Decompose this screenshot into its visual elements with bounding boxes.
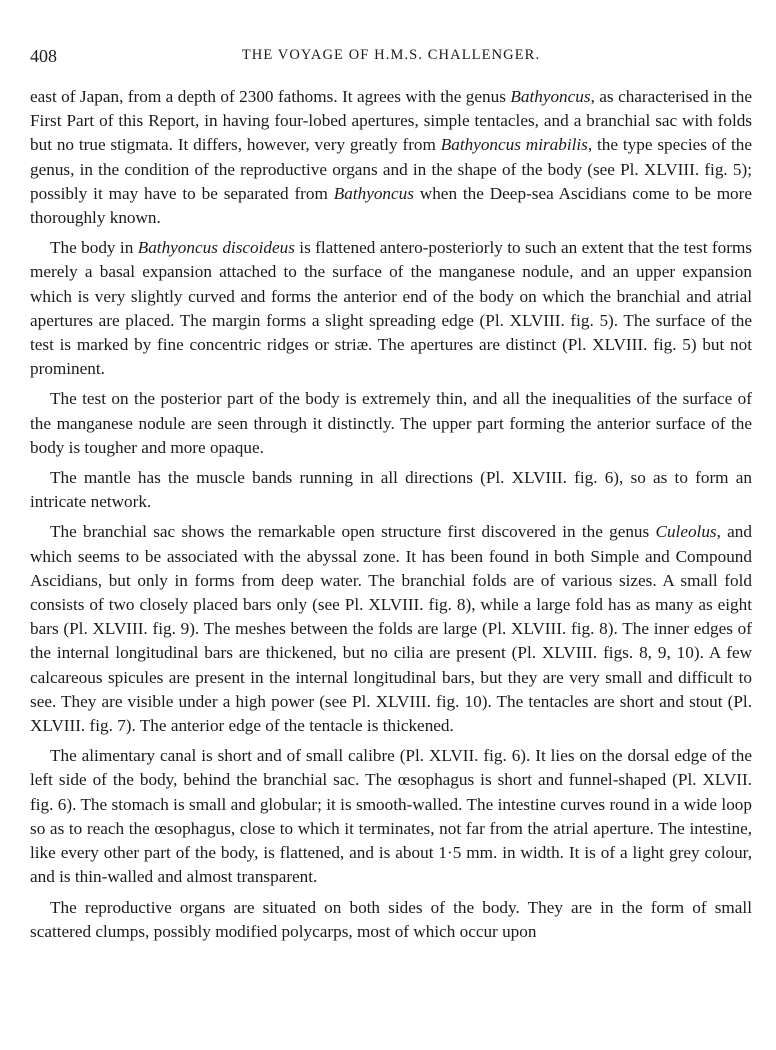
text-run: , as characterised in the First Part of this Report, in having four-lobed apertures, simple tentacles, and a branchial sac with folds but no true stigmata. It differs, however, very greatly from: [30, 87, 752, 155]
running-title: THE VOYAGE OF H.M.S. CHALLENGER.: [241, 47, 541, 63]
genus-name: Culeolus: [655, 522, 717, 542]
genus-name: Bathyoncus: [333, 183, 414, 203]
text-run: , and which seems to be associated with the abyssal zone. It has been found in both Simple and Compound Ascidians, but only in forms from deep water. The branchial folds are of various sizes. A small fold consists of two closely placed bars only (see Pl. XLVIII. fig. 8), while a large fold has as many as eight bars (Pl. XLVIII. fig. 9). The meshes between the folds are large (Pl. XLVIII. fig. 8). The inner edges of the internal longitudinal bars are thickened, but no cilia are present (Pl. XLVIII. figs. 8, 9, 10). A few calcareous spicules are present in the internal longitudinal bars, but they are very small and difficult to see. They are visible under a high power (see Pl. XLVIII. fig. 10). The tentacles are short and stout (Pl. XLVIII. fig. 7). The anterior edge of the tentacle is thickened.: [30, 522, 752, 736]
text-run: east of Japan, from a depth of 2300 fathoms. It agrees with the genus: [30, 87, 511, 106]
text-run: The test on the posterior part of the body is extremely thin, and all the inequalities of the surface of the manganese nodule are seen through it distinctly. The upper part forming the anterior surface of the body is tougher and more opaque.: [30, 389, 752, 457]
text-run: The mantle has the muscle bands running in all directions (Pl. XLVIII. fig. 6), so as to form an intricate network.: [30, 468, 752, 512]
paragraph-alimentary-canal: [30, 744, 752, 889]
page-header: [30, 46, 752, 72]
text-run: is flattened antero-posteriorly to such an extent that the test forms merely a basal expansion attached to the surface of the manganese nodule, and an upper expansion which is very slightly curved and forms the anterior end of the body on which the branchial and atrial apertures are placed. The margin forms a slight spreading edge (Pl. XLVIII. fig. 5). The surface of the test is marked by fine concentric ridges or striæ. The apertures are distinct (Pl. XLVIII. fig. 5) but not prominent.: [30, 238, 752, 379]
species-name: Bathyoncus discoideus: [137, 238, 295, 258]
species-name: Bathyoncus mirabilis: [440, 135, 588, 155]
text-run: The alimentary canal is short and of small calibre (Pl. XLVII. fig. 6). It lies on the dorsal edge of the left side of the body, behind the branchial sac. The œsophagus is short and funnel-shaped (Pl. XLVII. fig. 6). The stomach is small and globular; it is smooth-walled. The intestine curves round in a wide loop so as to reach the œsophagus, close to which it terminates, not far from the atrial aperture. The intestine, like every other part of the body, is flattened, and is about 1·5 mm. in width. It is of a light grey colour, and is thin-walled and almost transparent.: [30, 746, 752, 887]
paragraph-genus-comparison: [30, 85, 752, 230]
paragraph-test: [30, 387, 752, 460]
paragraph-branchial-sac: [30, 520, 752, 738]
paragraph-reproductive-organs: [30, 896, 752, 944]
text-run: , the type species of the genus, in the condition of the reproductive organs and in the shape of the body (see Pl. XLVIII. fig. 5); possibly it may have to be separated from: [30, 135, 752, 203]
paragraph-body-shape: [30, 236, 752, 381]
page-number: 408: [30, 46, 57, 66]
body-text: [30, 85, 752, 950]
text-run: The branchial sac shows the remarkable open structure first discovered in the genus: [50, 522, 656, 542]
text-run: The reproductive organs are situated on both sides of the body. They are in the form of small scattered clumps, possibly modified polycarps, most of which occur upon: [30, 897, 752, 941]
genus-name: Bathyoncus: [510, 87, 591, 106]
text-run: when the Deep-sea Ascidians come to be more thoroughly known.: [30, 183, 753, 228]
paragraph-mantle: [30, 466, 752, 514]
text-run: The body in: [50, 238, 138, 258]
